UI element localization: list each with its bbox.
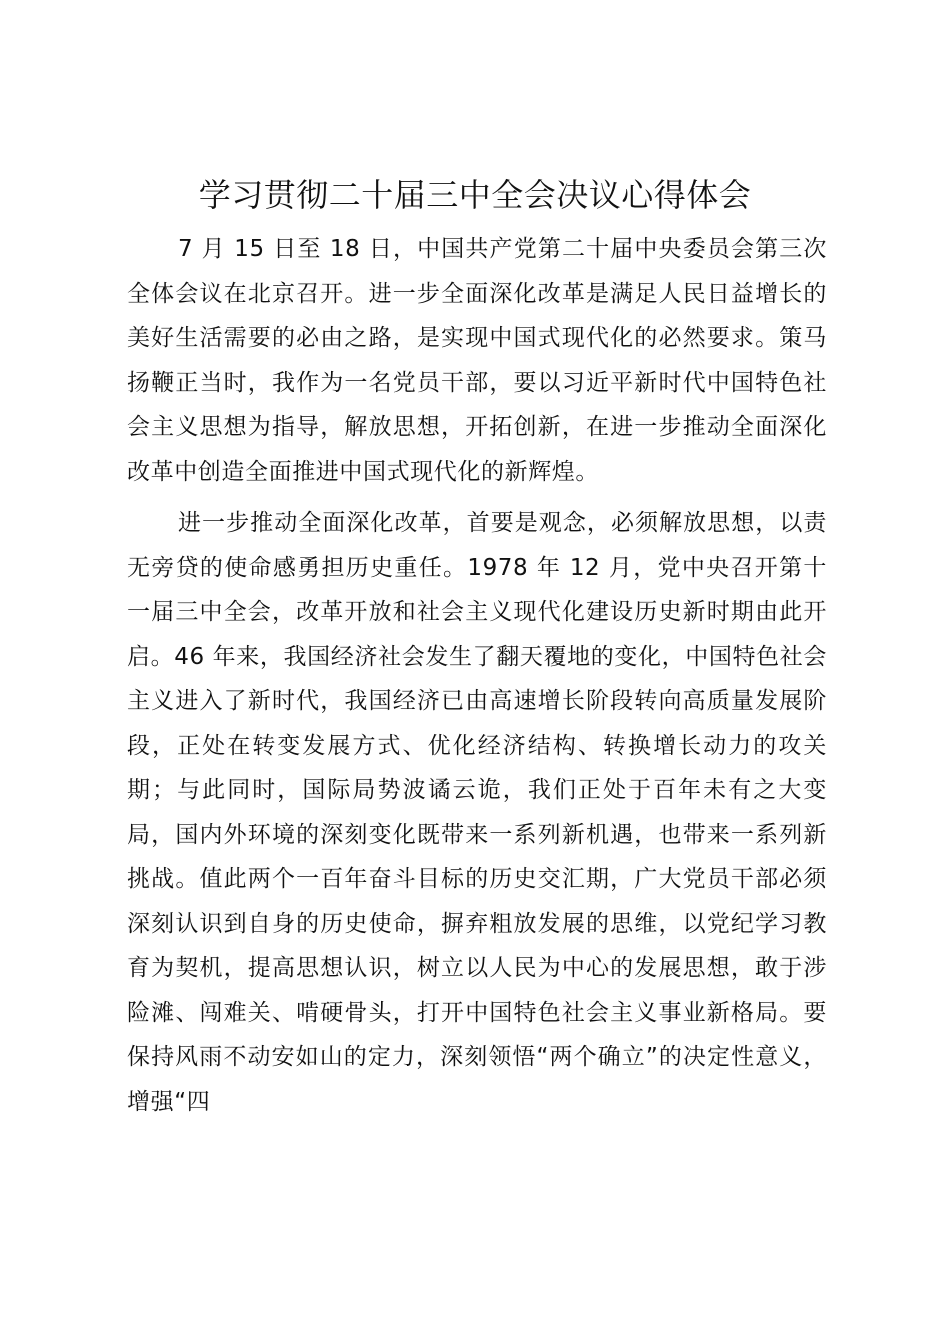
document-body <box>127 227 827 1124</box>
paragraph-1: 7 月 15 日至 18 日，中国共产党第二十届中央委员会第三次全体会议在北京召开。进一步全面深化改革是满足人民日益增长的美好生活需要的必由之路，是实现中国式现代化的必然要求。策马扬鞭正当时，我作为一名党员干部，要以习近平新时代中国特色社会主义思想为指导，解放思想，开拓创新，在进一步推动全面深化改革中创造全面推进中国式现代化的新辉煌。 <box>127 236 827 485</box>
paragraph-2: 进一步推动全面深化改革，首要是观念，必须解放思想，以责无旁贷的使命感勇担历史重任。1978 年 12 月，党中央召开第十一届三中全会，改革开放和社会主义现代化建设历史新时期由此开启。46 年来，我国经济社会发生了翻天覆地的变化，中国特色社会主义进入了新时代，我国经济已由高速增长阶段转向高质量发展阶段，正处在转变发展方式、优化经济结构、转换增长动力的攻关期；与此同时，国际局势波谲云诡，我们正处于百年未有之大变局，国内外环境的深刻变化既带来一系列新机遇，也带来一系列新挑战。值此两个一百年奋斗目标的历史交汇期，广大党员干部必须深刻认识到自身的历史使命，摒弃粗放发展的思维，以党纪学习教育为契机，提高思想认识，树立以人民为中心的发展思想，敢于涉险滩、闯难关、啃硬骨头，打开中国特色社会主义事业新格局。要保持风雨不动安如山的定力，深刻领悟“两个确立”的决定性意义，增强“四 <box>127 510 827 1115</box>
document-title: 学习贯彻二十届三中全会决议心得体会 <box>198 176 752 214</box>
